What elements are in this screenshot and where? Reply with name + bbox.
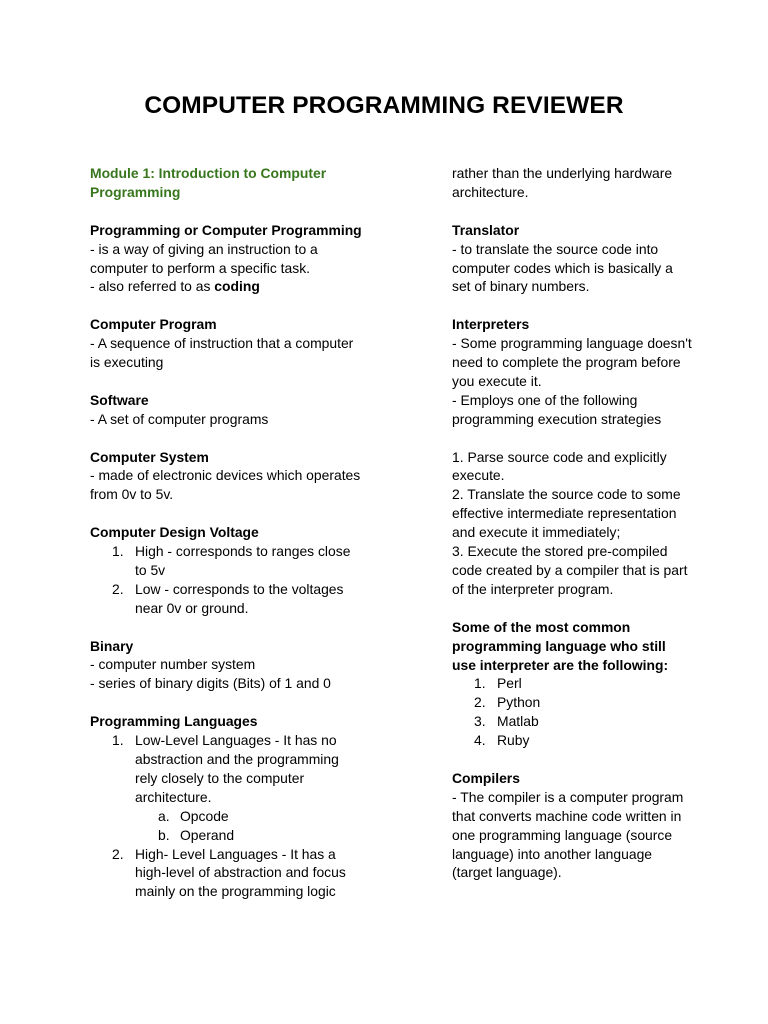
software-definition: - A set of computer programs: [90, 410, 269, 427]
programming-alias-term: coding: [214, 278, 260, 295]
programming-alias: [90, 277, 365, 296]
list-number: 1.: [474, 675, 486, 692]
strategy-3: 3. Execute the stored pre-compiled code created by a compiler that is part of the interpreter program.: [452, 543, 688, 597]
list-item: [452, 693, 692, 712]
list-item: [90, 542, 365, 580]
list-text: Low-Level Languages - It has no abstraction and the programming rely closely to the computer architecture.: [135, 732, 339, 805]
list-item: [90, 731, 365, 807]
translator-definition: - to translate the source code into computer codes which is basically a set of binary numbers.: [452, 240, 673, 295]
list-text: High - corresponds to ranges close to 5v: [135, 543, 351, 578]
page-title: COMPUTER PROGRAMMING REVIEWER: [144, 92, 624, 119]
list-letter: a.: [158, 807, 170, 824]
translator-heading: Translator: [452, 221, 520, 238]
list-text: High- Level Languages - It has a high-level of abstraction and focus mainly on the programming logic: [135, 845, 346, 900]
design-voltage-heading: Computer Design Voltage: [90, 524, 259, 541]
computer-system-heading: Computer System: [90, 448, 209, 465]
list-text: Python: [497, 694, 541, 711]
list-item: [90, 845, 365, 902]
interpreters-line-1: - Some programming language doesn't need to complete the program before you execute it.: [452, 335, 692, 389]
list-item: [90, 580, 365, 618]
computer-program-definition: - A sequence of instruction that a computer is executing: [90, 335, 354, 371]
binary-heading: Binary: [90, 637, 134, 654]
list-letter: b.: [158, 826, 170, 843]
strategy-1: 1. Parse source code and explicitly execute.: [452, 448, 667, 484]
common-languages-heading: Some of the most common programming language who still use interpreter are the following:: [452, 618, 669, 673]
languages-heading: Programming Languages: [90, 713, 258, 730]
list-number: 2.: [112, 580, 124, 597]
right-column: [452, 164, 692, 882]
list-text: Operand: [180, 826, 235, 843]
programming-heading: Programming or Computer Programming: [90, 221, 362, 238]
interpreters-line-2: - Employs one of the following programming execution strategies: [452, 391, 662, 427]
list-text: Low - corresponds to the voltages near 0v or ground.: [135, 580, 344, 616]
sub-list-item: [90, 807, 365, 826]
binary-line-2: - series of binary digits (Bits) of 1 and 0: [90, 675, 331, 692]
list-number: 2.: [474, 694, 486, 711]
software-heading: Software: [90, 391, 149, 408]
list-number: 1.: [112, 732, 124, 749]
programming-definition: - is a way of giving an instruction to a computer to perform a specific task.: [90, 240, 318, 276]
module-heading: Module 1: Introduction to Computer Programming: [90, 165, 327, 200]
compilers-definition: - The compiler is a computer program that converts machine code written in one programming language (source language) into another language (target language).: [452, 788, 684, 881]
list-number: 2.: [112, 845, 124, 862]
list-text: Matlab: [497, 713, 539, 730]
list-number: 4.: [474, 732, 486, 749]
list-number: 1.: [112, 543, 124, 560]
continuation-text: rather than the underlying hardware architecture.: [452, 165, 673, 200]
sub-list-item: [90, 826, 365, 845]
list-item: [452, 712, 692, 731]
list-item: [452, 731, 692, 750]
list-number: 3.: [474, 713, 486, 730]
binary-line-1: - computer number system: [90, 656, 256, 673]
list-item: [452, 674, 692, 693]
strategy-2: 2. Translate the source code to some effective intermediate representation and execute it immediately;: [452, 486, 681, 541]
compilers-heading: Compilers: [452, 769, 520, 786]
list-text: Perl: [497, 675, 522, 692]
computer-system-definition: - made of electronic devices which operates from 0v to 5v.: [90, 467, 361, 503]
computer-program-heading: Computer Program: [90, 316, 217, 333]
list-text: Opcode: [180, 807, 229, 824]
left-column: [90, 164, 365, 901]
interpreters-heading: Interpreters: [452, 316, 530, 333]
programming-alias-prefix: - also referred to as: [90, 278, 215, 295]
list-text: Ruby: [497, 732, 530, 749]
